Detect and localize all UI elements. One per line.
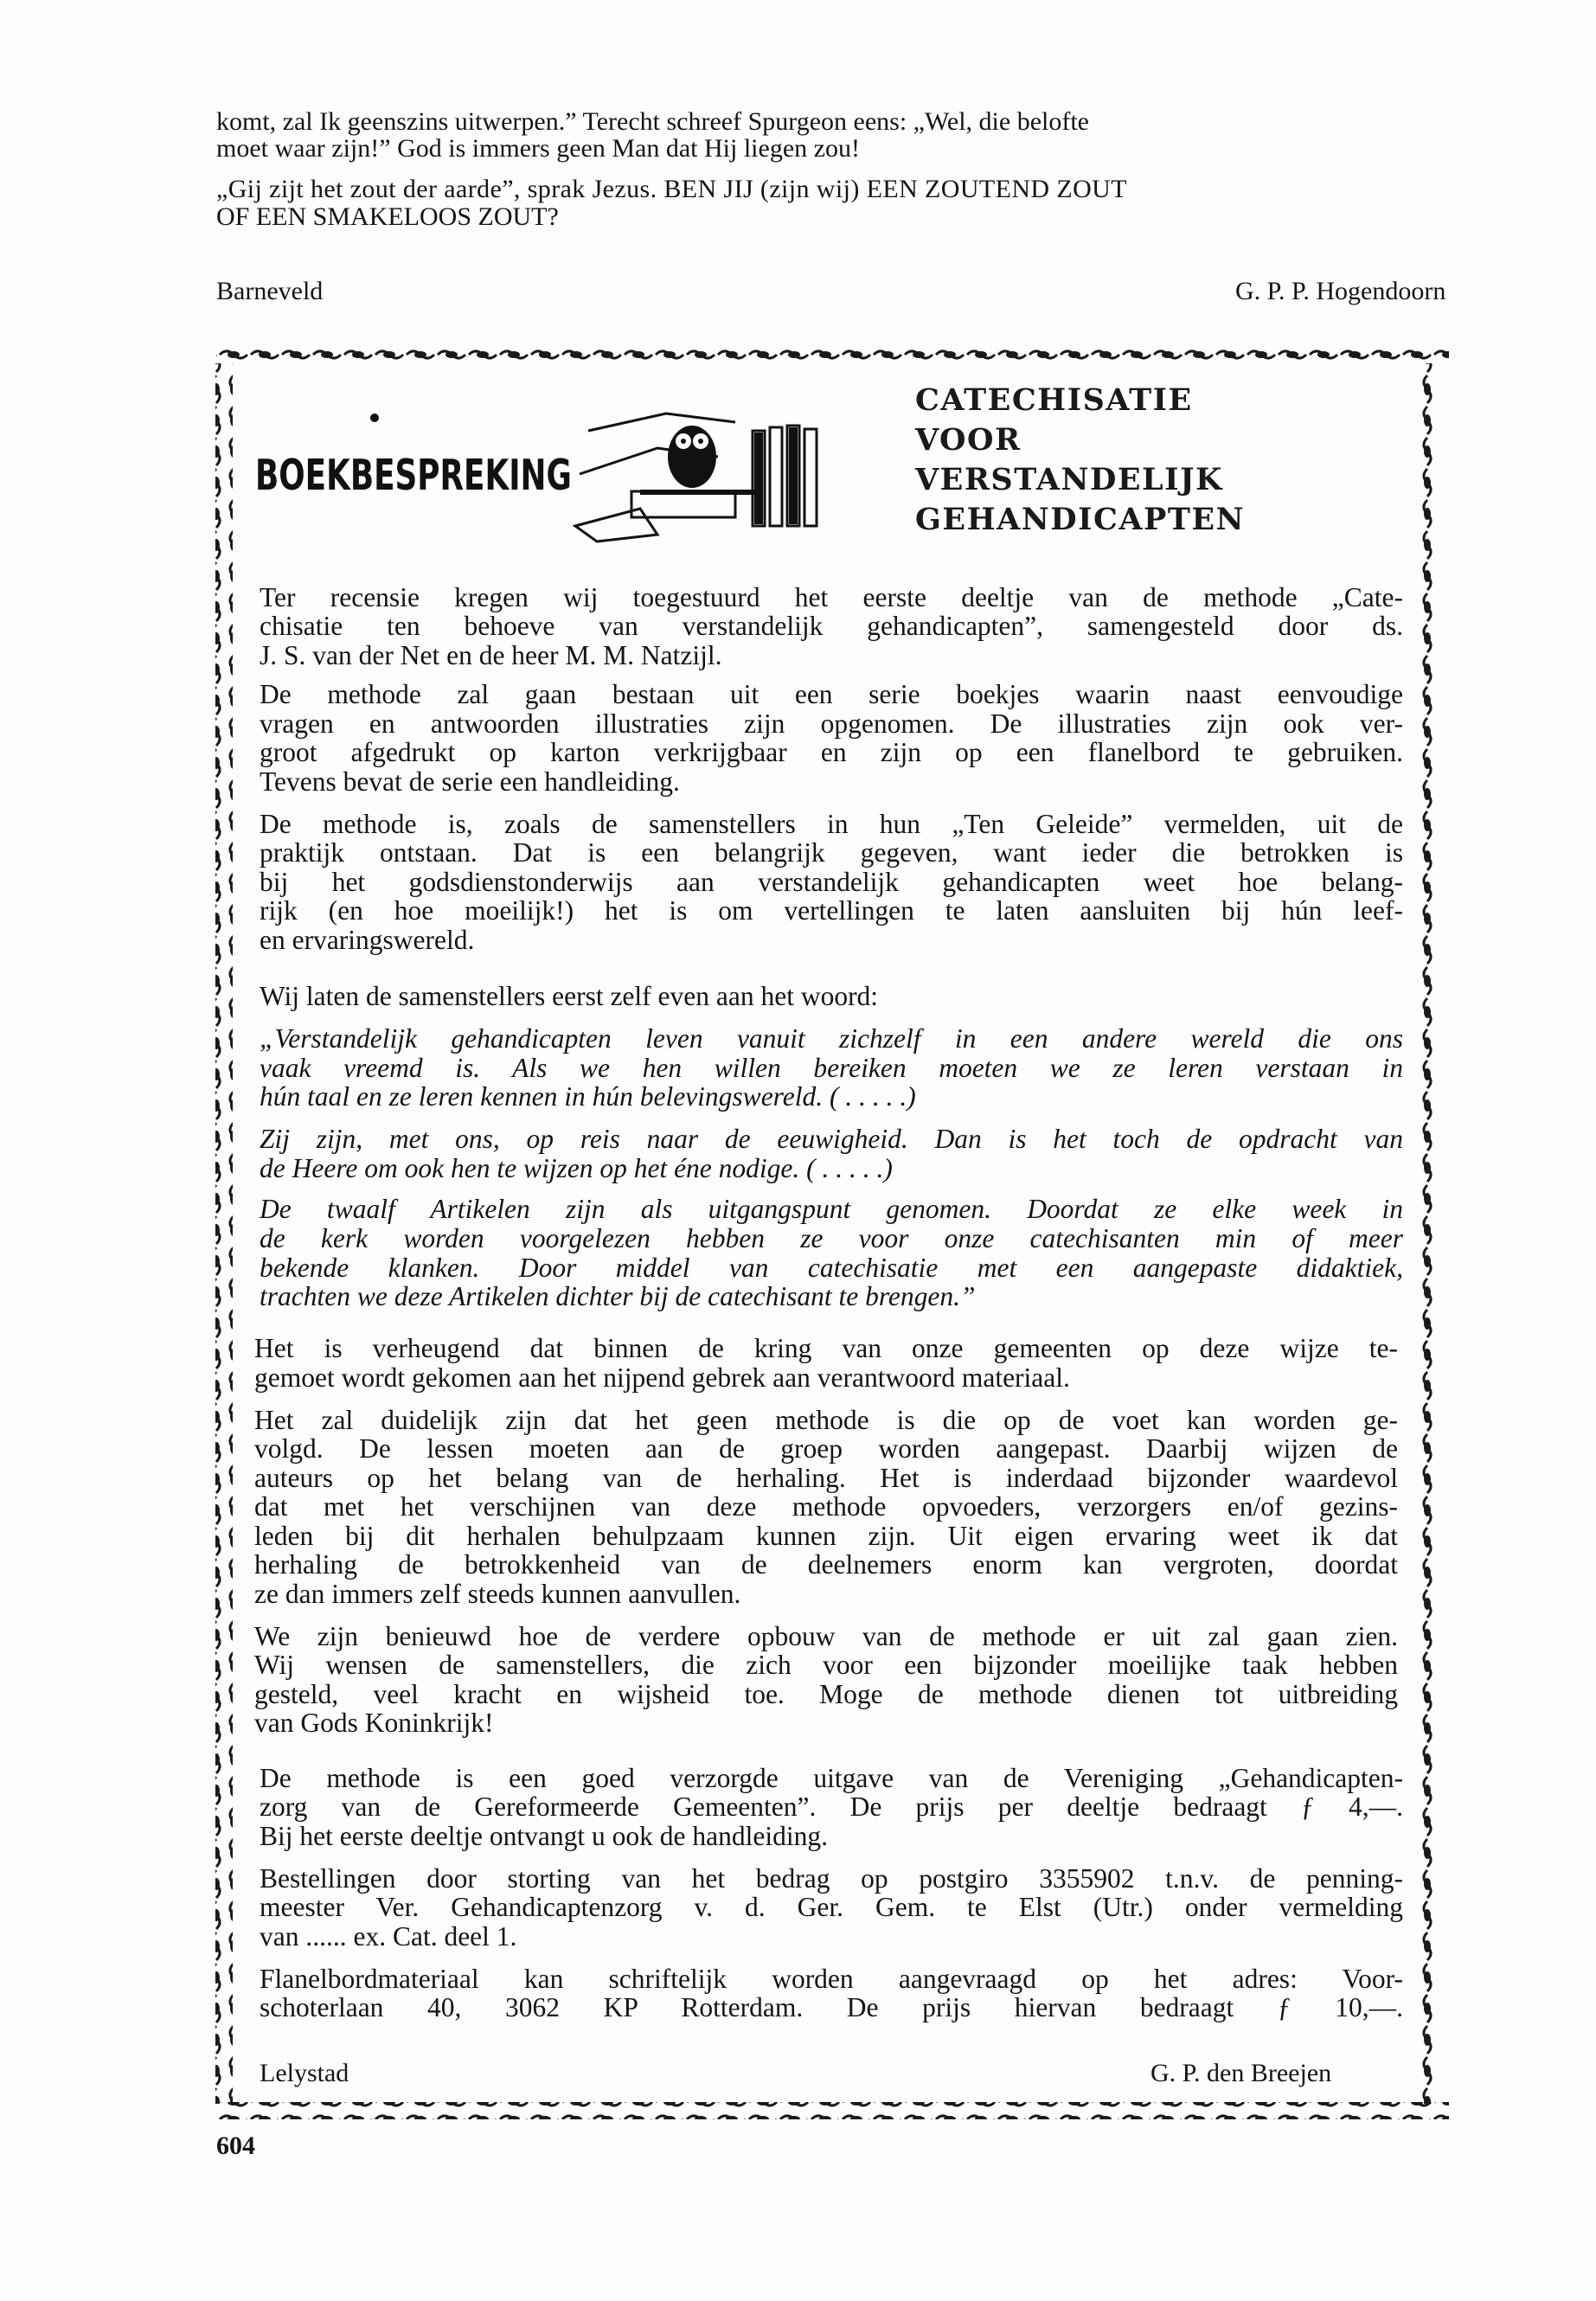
body-line: volgd. De lessen moeten aan de groep worden aangepast. Daarbij wijzen de	[254, 1433, 1398, 1464]
border-right	[1421, 363, 1439, 2104]
body-line: schoterlaan 40, 3062 KP Rotterdam. De prijs hiervan bedraagt ƒ 10,—.	[260, 1992, 1403, 2022]
review-title-line: VERSTANDELIJK	[915, 462, 1223, 497]
body-line: bij het godsdienstonderwijs aan verstandelijk gehandicapten weet hoe belang-	[260, 867, 1403, 897]
quote-line: Zij zijn, met ons, op reis naar de eeuwigheid. Dan is het toch de opdracht van	[260, 1124, 1403, 1154]
body-line: Bij het eerste deeltje ontvangt u ook de handleiding.	[260, 1821, 828, 1851]
body-line: We zijn benieuwd hoe de verdere opbouw van de methode er uit zal gaan zien.	[254, 1621, 1398, 1651]
quote-line: „Verstandelijk gehandicapten leven vanuit zichzelf in een andere wereld die ons	[260, 1023, 1403, 1054]
body-line: zorg van de Gereformeerde Gemeenten”. De prijs per deeltje bedraagt ƒ 4,—.	[260, 1791, 1403, 1822]
review-place: Lelystad	[260, 2059, 349, 2087]
intro-place: Barneveld	[216, 277, 324, 305]
body-line: Wij wensen de samenstellers, die zich voor een bijzonder moeilijke taak hebben	[254, 1650, 1398, 1680]
intro-author: G. P. P. Hogendoorn	[1235, 277, 1446, 305]
owl-books-icon	[562, 396, 874, 543]
quote-line: hún taal en ze leren kennen in hún belevingswereld. ( . . . . .)	[260, 1081, 916, 1112]
body-line: praktijk ontstaan. Dat is een belangrijk gegeven, want ieder die betrokken is	[260, 837, 1403, 868]
quote-line: vaak vreemd is. Als we hen willen bereiken moeten we ze leren verstaan in	[260, 1053, 1403, 1083]
body-line: Bestellingen door storting van het bedrag op postgiro 3355902 t.n.v. de penning-	[260, 1863, 1403, 1894]
body-line: Het is verheugend dat binnen de kring van onze gemeenten op deze wijze te-	[254, 1333, 1398, 1363]
body-line: gemoet wordt gekomen aan het nijpend gebrek aan verantwoord materiaal.	[254, 1362, 1070, 1393]
page-number: 604	[216, 2131, 255, 2160]
body-line: groot afgedrukt op karton verkrijgbaar en zijn op een flanelbord te gebruiken.	[260, 737, 1403, 767]
body-line: gesteld, veel kracht en wijsheid toe. Moge de methode dienen tot uitbreiding	[254, 1679, 1398, 1709]
body-line: Ter recensie kregen wij toegestuurd het eerste deeltje van de methode „Cate-	[260, 582, 1403, 612]
review-author: G. P. den Breejen	[1151, 2059, 1332, 2087]
body-line: De methode is, zoals de samenstellers in hun „Ten Geleide” vermelden, uit de	[260, 809, 1403, 839]
body-line: meester Ver. Gehandicaptenzorg v. d. Ger. Gem. te Elst (Utr.) onder vermelding	[260, 1892, 1403, 1922]
body-line: leden bij dit herhalen behulpzaam kunnen zijn. Uit eigen ervaring weet ik dat	[254, 1521, 1398, 1551]
quote-line: De twaalf Artikelen zijn als uitgangspunt genomen. Doordat ze elke week in	[260, 1194, 1403, 1224]
quote-line: de kerk worden voorgelezen hebben ze voor onze catechisanten min of meer	[260, 1223, 1403, 1253]
intro-line: „Gij zijt het zout der aarde”, sprak Jezus. BEN JIJ (zijn wij) EEN ZOUTEND ZOUT	[216, 175, 1127, 203]
body-line: vragen en antwoorden illustraties zijn opgenomen. De illustraties zijn ook ver-	[260, 708, 1403, 739]
intro-line: komt, zal Ik geenszins uitwerpen.” Terecht schreef Spurgeon eens: „Wel, die belofte	[216, 107, 1089, 136]
body-line: Het zal duidelijk zijn dat het geen methode is die op de voet kan worden ge-	[254, 1405, 1398, 1435]
body-line: chisatie ten behoeve van verstandelijk gehandicapten”, samengesteld door ds.	[260, 611, 1403, 641]
review-title-line: VOOR	[915, 422, 1022, 458]
section-label: BOEKBESPREKING	[255, 451, 572, 500]
bullet-dot	[370, 413, 379, 422]
intro-line: moet waar zijn!” God is immers geen Man dat Hij liegen zou!	[216, 134, 860, 163]
body-line: Flanelbordmateriaal kan schriftelijk worden aangevraagd op het adres: Voor-	[260, 1964, 1403, 1994]
body-line: J. S. van der Net en de heer M. M. Natzijl.	[260, 640, 722, 670]
body-line: Tevens bevat de serie een handleiding.	[260, 766, 680, 797]
body-line: auteurs op het belang van de herhaling. Het is inderdaad bijzonder waardevol	[254, 1463, 1398, 1493]
quote-line: bekende klanken. Door middel van catechisatie met een aangepaste didaktiek,	[260, 1253, 1403, 1283]
intro-line: OF EEN SMAKELOOS ZOUT?	[216, 202, 559, 231]
body-line: van Gods Koninkrijk!	[254, 1708, 494, 1738]
quote-line: trachten we deze Artikelen dichter bij de catechisant te brengen.”	[260, 1281, 976, 1311]
border-top	[216, 347, 1449, 364]
border-left	[215, 363, 233, 2104]
body-line: herhaling de betrokkenheid van de deelnemers enorm kan vergroten, doordat	[254, 1549, 1398, 1580]
review-title-line: GEHANDICAPTEN	[915, 502, 1246, 537]
review-title-line: CATECHISATIE	[915, 382, 1193, 418]
body-line: De methode is een goed verzorgde uitgave van de Vereniging „Gehandicapten-	[260, 1763, 1403, 1793]
body-line: rijk (en hoe moeilijk!) het is om vertellingen te laten aansluiten bij hún leef-	[260, 895, 1403, 926]
body-line: dat met het verschijnen van deze methode opvoeders, verzorgers en/of gezins-	[254, 1491, 1398, 1522]
body-line: ze dan immers zelf steeds kunnen aanvullen.	[254, 1579, 741, 1609]
body-line: van ...... ex. Cat. deel 1.	[260, 1921, 517, 1952]
body-line: De methode zal gaan bestaan uit een serie boekjes waarin naast eenvoudige	[260, 679, 1403, 709]
border-bottom	[216, 2102, 1449, 2119]
body-line: en ervaringswereld.	[260, 925, 475, 955]
body-line: Wij laten de samenstellers eerst zelf even aan het woord:	[260, 981, 879, 1011]
quote-line: de Heere om ook hen te wijzen op het éne nodige. ( . . . . .)	[260, 1153, 893, 1183]
